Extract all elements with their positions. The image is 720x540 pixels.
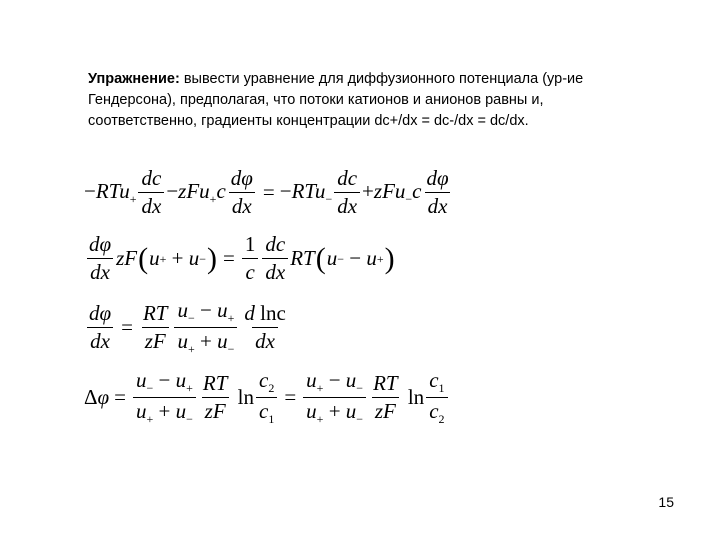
equation-3: $\frac{d\varphi}{dx}$ = $\frac{RT}{zF}$ $\frac{u_- - u_+}{u_+ + u_-}$ $\frac{\text{d lnc}}{dx}$ (89, 298, 286, 356)
exercise-text: вывести уравнение для диффузионного потенциала (ур-ие Гендерсона), предполагая, что потоки катионов и анионов равны и, соответственно, градиенты концентрации dc+/dx = dc-/dx = dc/dx. (88, 71, 584, 129)
equation-2: $\frac{d\varphi}{dx}$ zF ( u + + u − ) = $\frac{1}{c}$ $\frac{dc}{dx}$ RT ( u − − u + ) (89, 232, 395, 284)
page-number: 15 (658, 494, 674, 510)
exercise-lead: Упражнение: (88, 71, 180, 87)
equation-4: Δφ = $\frac{u_- - u_+}{u_+ + u_-}$ $\frac{RT}{zF}$ ln $\frac{c_2}{c_1}$ = $\frac{u_+ - u_-}{u_+ + u_-}$ $\frac{RT}{zF}$ ln $\frac{c_1}{c_2}$ (84, 370, 450, 425)
equation-1: −RTu$_+$ $\frac{dc}{dx}$ −zFu$_+$c $\frac{d\varphi}{dx}$ = −RTu$_-$ $\frac{dc}{dx}$ +zFu$_-$c $\frac{d\varphi}{dx}$ (84, 166, 449, 218)
exercise-statement (88, 69, 648, 132)
